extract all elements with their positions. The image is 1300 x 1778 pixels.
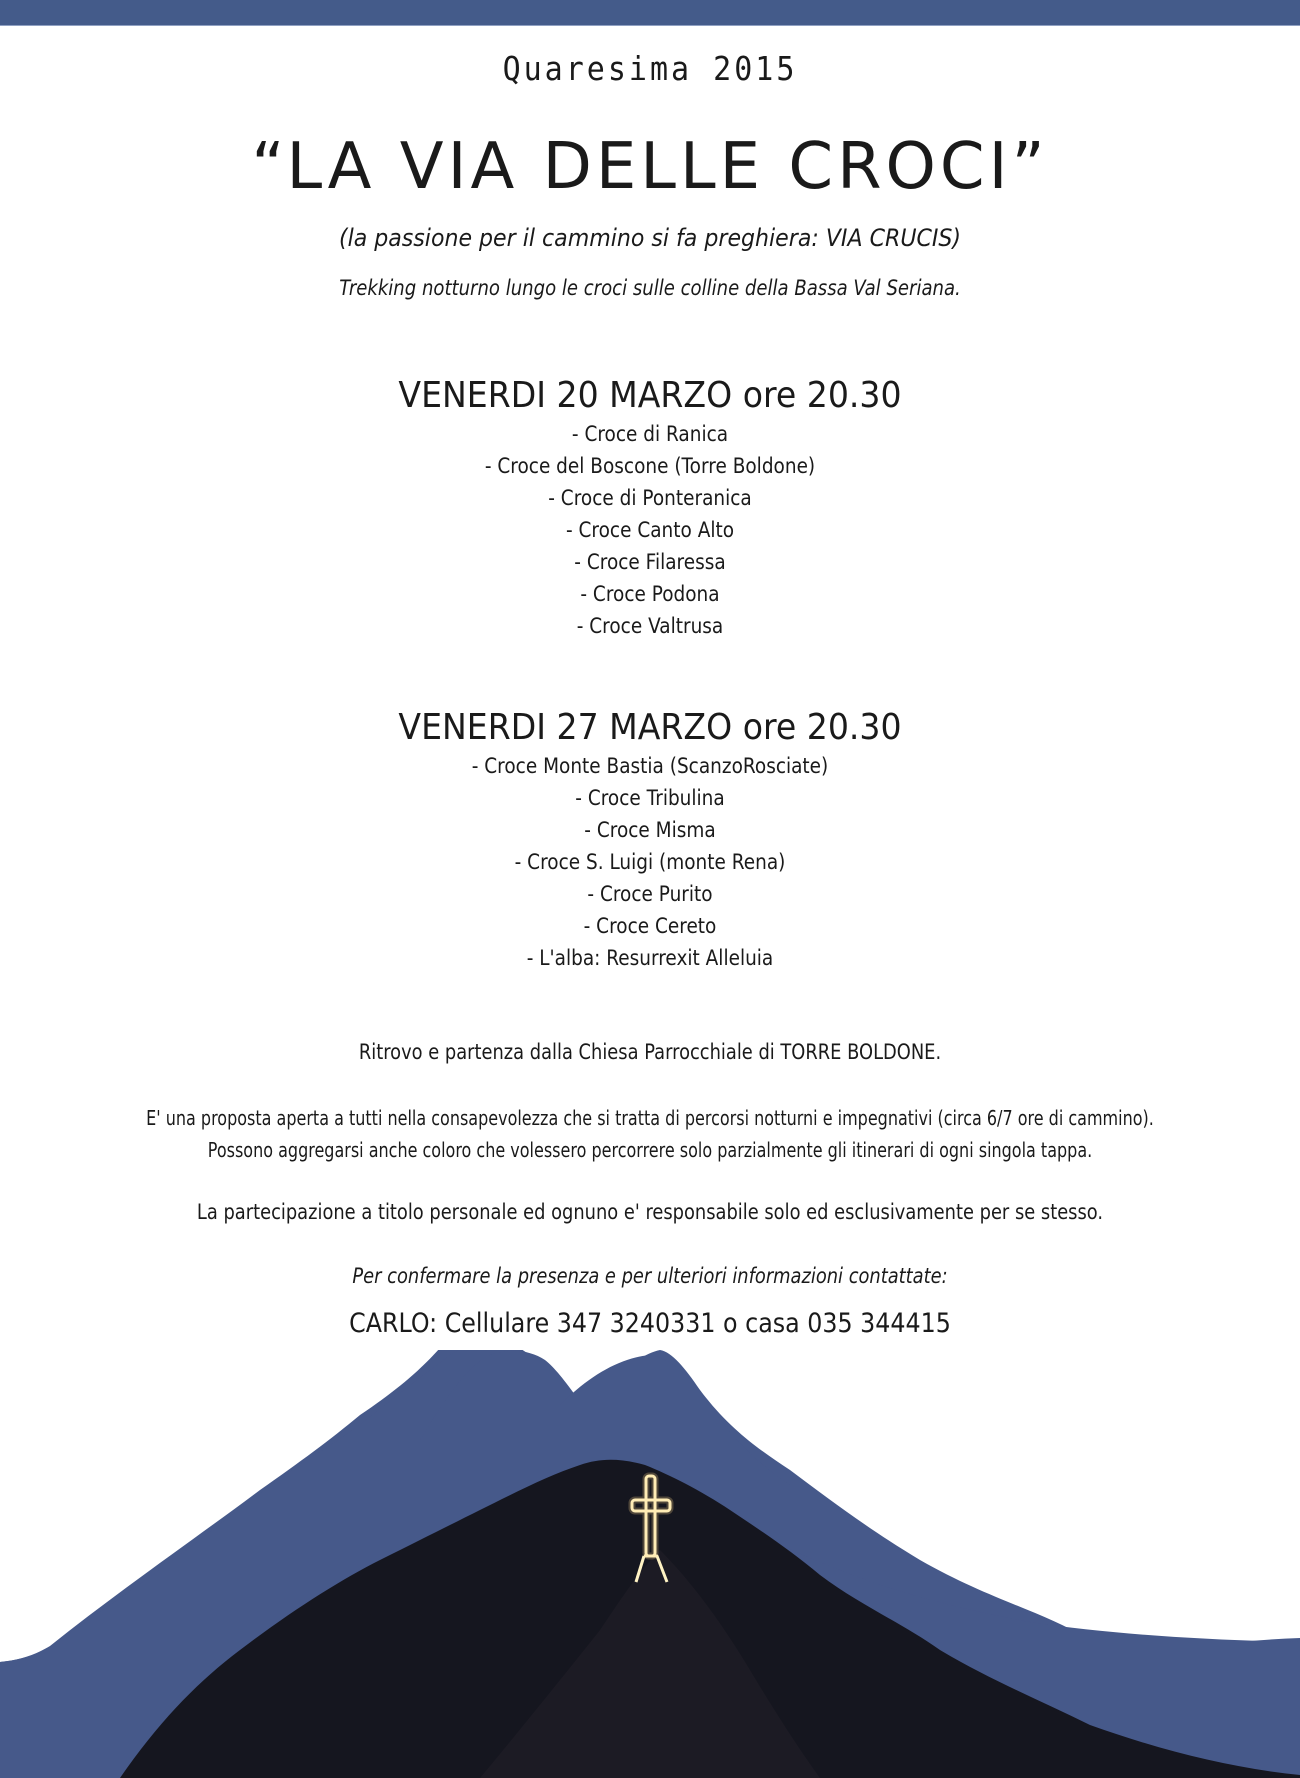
top-banner-bar xyxy=(0,0,1300,26)
note-line-2: Possono aggregarsi anche coloro che volessero percorrere solo parzialmente gli itinerari di ogni singola tappa. xyxy=(207,1138,1093,1162)
list-item: - Croce Canto Alto xyxy=(565,518,735,542)
event-march-20 xyxy=(0,374,1300,642)
list-item: - Croce Misma xyxy=(584,818,716,842)
tagline: (la passione per il cammino si fa preghiera: VIA CRUCIS) xyxy=(338,224,962,252)
list-item: - L'alba: Resurrexit Alleluia xyxy=(526,946,774,970)
meeting-point: Ritrovo e partenza dalla Chiesa Parrocchiale di TORRE BOLDONE. xyxy=(358,1040,942,1064)
list-item: - Croce Filaressa xyxy=(574,550,726,574)
event-heading: VENERDI 27 MARZO ore 20.30 xyxy=(398,707,902,748)
list-item: - Croce Cereto xyxy=(583,914,717,938)
contact-intro: Per confermare la presenza e per ulteriori informazioni contattate: xyxy=(352,1264,948,1288)
list-item: - Croce Monte Bastia (ScanzoRosciate) xyxy=(471,754,829,778)
contact-info: CARLO: Cellulare 347 3240331 o casa 035 344415 xyxy=(349,1308,951,1339)
mountain-cross-image xyxy=(0,1350,1300,1778)
season-label: Quaresima 2015 xyxy=(502,50,798,89)
list-item: - Croce di Ponteranica xyxy=(548,486,752,510)
page-title: “LA VIA DELLE CROCI” xyxy=(251,130,1049,204)
stop-list xyxy=(0,750,1300,974)
list-item: - Croce Purito xyxy=(587,882,713,906)
list-item: - Croce Tribulina xyxy=(575,786,725,810)
stop-list xyxy=(0,418,1300,642)
description: Trekking notturno lungo le croci sulle colline della Bassa Val Seriana. xyxy=(339,276,961,300)
responsibility-note: La partecipazione a titolo personale ed ognuno e' responsabile solo ed esclusivamente per se stesso. xyxy=(196,1200,1104,1224)
list-item: - Croce Podona xyxy=(580,582,720,606)
event-heading: VENERDI 20 MARZO ore 20.30 xyxy=(398,375,902,416)
list-item: - Croce Valtrusa xyxy=(576,614,724,638)
list-item: - Croce del Boscone (Torre Boldone) xyxy=(484,454,816,478)
list-item: - Croce di Ranica xyxy=(571,422,729,446)
event-march-27 xyxy=(0,706,1300,974)
note-line-1: E' una proposta aperta a tutti nella consapevolezza che si tratta di percorsi notturni e impegnativi (circa 6/7 ore di cammino). xyxy=(146,1106,1154,1130)
list-item: - Croce S. Luigi (monte Rena) xyxy=(514,850,786,874)
